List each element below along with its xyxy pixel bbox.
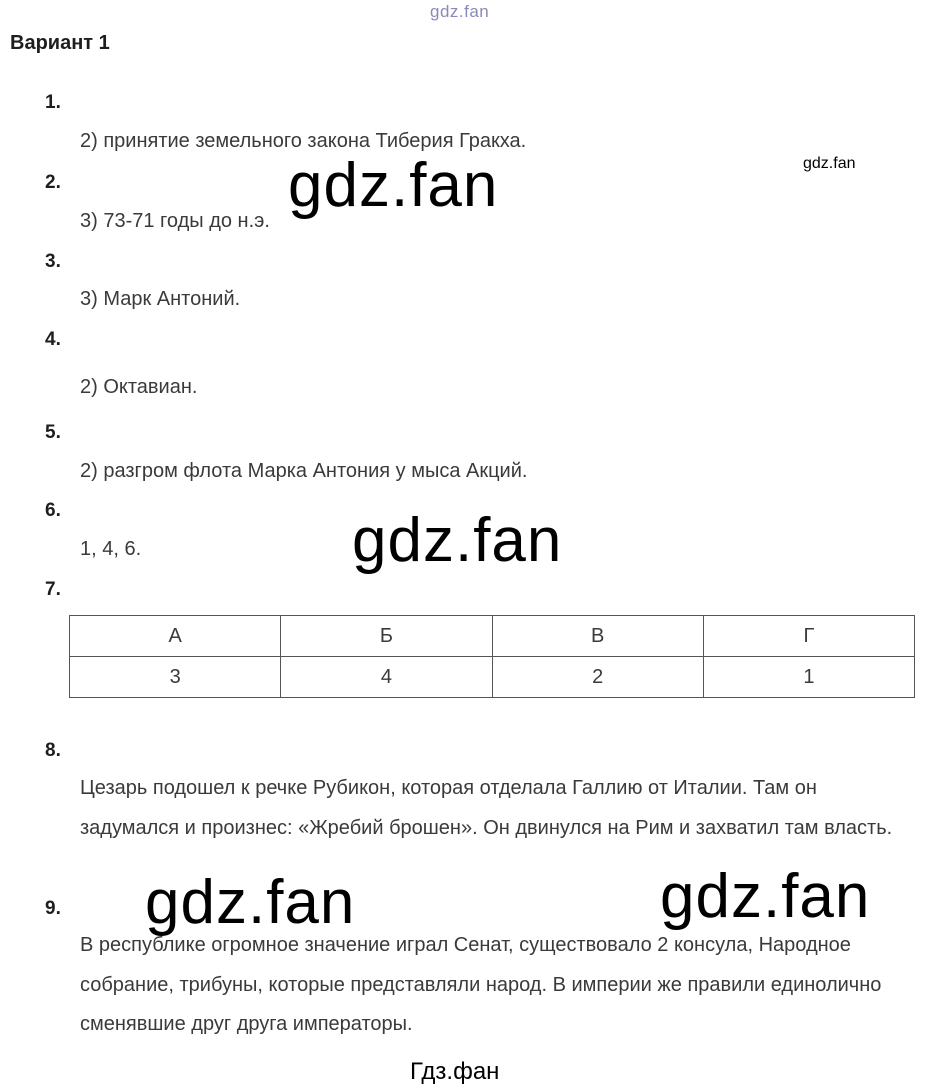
watermark-large-2: gdz.fan: [352, 506, 563, 575]
table-header-cell: Б: [281, 616, 492, 657]
table-row: [70, 657, 915, 698]
question-number-9: 9.: [45, 898, 61, 919]
answer-6: 1, 4, 6.: [80, 538, 142, 560]
watermark-large-4: gdz.fan: [660, 862, 871, 931]
table-header-cell: Г: [703, 616, 914, 657]
table-cell: 2: [492, 657, 703, 698]
answer-3: 3) Марк Антоний.: [80, 288, 241, 310]
question-number-6: 6.: [45, 500, 61, 521]
watermark-large-3: gdz.fan: [145, 868, 356, 937]
question-number-3: 3.: [45, 251, 61, 272]
question-number-7: 7.: [45, 579, 61, 600]
question-number-2: 2.: [45, 172, 61, 193]
table-cell: 3: [70, 657, 281, 698]
table-header-cell: А: [70, 616, 281, 657]
table-header-row: [70, 616, 915, 657]
answer-4: 2) Октавиан.: [80, 376, 198, 398]
answer-8: Цезарь подошел к речке Рубикон, которая отделала Галлию от Италии. Там он задумался и произнес: «Жребий брошен». Он двинулся на Рим и захватил там власть.: [80, 777, 893, 839]
table-header-cell: В: [492, 616, 703, 657]
table-cell: 4: [281, 657, 492, 698]
table-cell: 1: [703, 657, 914, 698]
answer-5: 2) разгром флота Марка Антония у мыса Акций.: [80, 460, 528, 482]
answer-9: В республике огромное значение играл Сенат, существовало 2 консула, Народное собрание, трибуны, которые представляли народ. В империи же правили единолично сменявшие друг друга императоры.: [80, 934, 882, 1035]
answer-table: [69, 615, 915, 698]
question-number-8: 8.: [45, 740, 61, 761]
watermark-large-1: gdz.fan: [288, 151, 499, 220]
top-watermark: gdz.fan: [430, 2, 490, 21]
watermark-small: gdz.fan: [803, 155, 856, 172]
question-number-4: 4.: [45, 329, 61, 350]
answer-2: 3) 73-71 годы до н.э.: [80, 210, 270, 232]
answer-1: 2) принятие земельного закона Тиберия Гракха.: [80, 130, 527, 152]
question-number-5: 5.: [45, 422, 61, 443]
question-number-1: 1.: [45, 92, 61, 113]
watermark-bottom: Гдз.фан: [410, 1058, 500, 1085]
page-title: Вариант 1: [10, 32, 110, 54]
